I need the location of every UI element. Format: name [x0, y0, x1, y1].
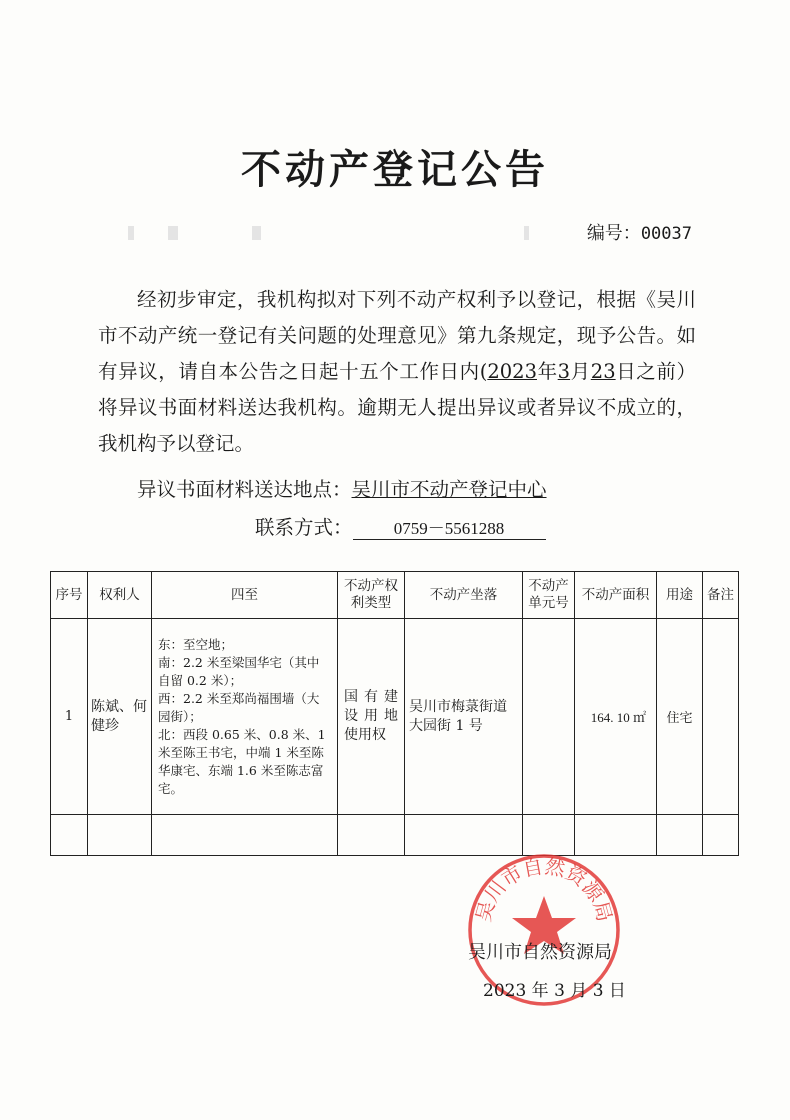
serial-label: 编号：: [586, 223, 641, 244]
boundary-west: 西：2.2 米至郑尚福围墙（大园街）；: [158, 690, 320, 724]
header-remark: 备注: [703, 572, 739, 619]
header-right-type: 不动产权利类型: [338, 572, 405, 619]
empty-cell: [152, 815, 338, 856]
header-usage: 用途: [657, 572, 703, 619]
cell-usage: 住宅: [657, 619, 703, 815]
header-owner: 权利人: [88, 572, 152, 619]
boundary-east: 东：至空地；: [158, 636, 234, 652]
objection-address-label: 异议书面材料送达地点：: [137, 478, 352, 501]
scan-artifact: [252, 226, 261, 240]
cell-index: 1: [51, 619, 88, 815]
deadline-year: 2023: [487, 360, 537, 383]
cell-area: 164. 10 ㎡: [575, 619, 657, 815]
boundary-south: 南：2.2 米至梁国华宅（其中自留 0.2 米）；: [158, 654, 320, 688]
table-row: [51, 619, 739, 815]
scan-artifact: [128, 226, 134, 240]
header-unit-no: 不动产单元号: [523, 572, 575, 619]
header-location: 不动产坐落: [405, 572, 523, 619]
notice-body: [98, 282, 696, 462]
empty-cell: [88, 815, 152, 856]
paragraph-text-after-date: 日之前）将异议书面材料送达我机构。逾期无人提出异议或者异议不成立的，我机构予以登记。: [98, 360, 696, 455]
notice-title: 不动产登记公告: [241, 147, 549, 193]
year-unit: 年: [536, 360, 558, 383]
registration-table: [50, 571, 739, 856]
contact-value: 0759－5561288: [353, 514, 546, 540]
empty-cell: [523, 815, 575, 856]
header-index: 序号: [51, 572, 88, 619]
empty-cell: [575, 815, 657, 856]
empty-cell: [51, 815, 88, 856]
scan-artifact: [524, 226, 529, 240]
contact-info: [255, 512, 546, 540]
seal-text-path: 吴川市自然资源局: [470, 854, 618, 925]
issuing-authority: 吴川市自然资源局: [468, 942, 612, 963]
objection-address-value: 吴川市不动产登记中心: [351, 478, 547, 501]
empty-cell: [703, 815, 739, 856]
cell-location: 吴川市梅菉街道大园街 1 号: [405, 619, 523, 815]
contact-label: 联系方式：: [255, 516, 353, 539]
cell-boundaries: [152, 619, 338, 815]
cell-right-type: 国有建设用地使用权: [338, 619, 405, 815]
header-area: 不动产面积: [575, 572, 657, 619]
objection-address: [137, 474, 547, 502]
cell-remark: [703, 619, 739, 815]
table-row-empty: [51, 815, 739, 856]
empty-cell: [657, 815, 703, 856]
deadline-day: 23: [590, 360, 616, 383]
paragraph-text-before-date: 经初步审定，我机构拟对下列不动产权利予以登记，根据《吴川市不动产统一登记有关问题的处理意见》第九条规定，现予公告。如有异议，请自本公告之日起十五个工作日内(: [98, 288, 696, 383]
serial-number: [587, 219, 692, 245]
deadline-month: 3: [557, 360, 571, 383]
notice-paragraph: [98, 282, 696, 462]
scan-artifact: [168, 226, 178, 240]
boundary-north: 北：西段 0.65 米、0.8 米、1 米至陈王书宅，中端 1 米至陈华康宅、东端 1.6 米至陈志富宅。: [158, 726, 326, 796]
issue-date: 2023 年 3 月 3 日: [483, 981, 626, 1001]
serial-value: 00037: [640, 224, 692, 244]
empty-cell: [338, 815, 405, 856]
cell-owner: 陈斌、何健珍: [88, 619, 152, 815]
header-boundaries: 四至: [152, 572, 338, 619]
cell-unit-no: [523, 619, 575, 815]
month-unit: 月: [570, 360, 591, 383]
table-header-row: [51, 572, 739, 619]
empty-cell: [405, 815, 523, 856]
